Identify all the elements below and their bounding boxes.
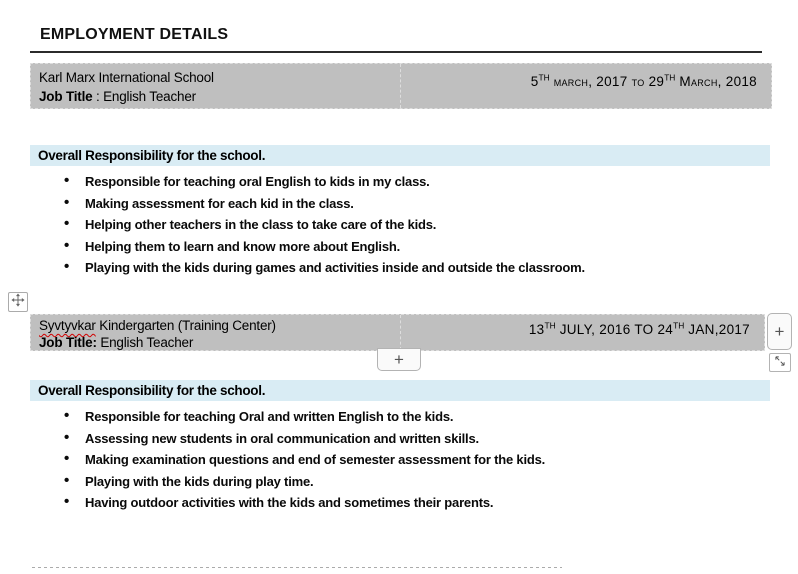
date-cell[interactable] [401,315,764,350]
school-name[interactable]: Syvtyvkar Kindergarten (Training Center) [39,318,276,333]
job-title-line[interactable]: Job Title : English Teacher [39,89,196,104]
bullet-item[interactable]: • Responsible for teaching Oral and written English to the kids. [30,408,770,425]
table-move-handle[interactable] [8,292,28,312]
resize-diagonal-icon [774,354,786,372]
date-cell[interactable] [401,64,771,108]
section-heading-2[interactable]: Overall Responsibility for the school. [30,380,770,401]
bullet-item[interactable]: • Making assessment for each kid in the class. [30,195,770,212]
section-heading-1[interactable]: Overall Responsibility for the school. [30,145,770,166]
bullet-item[interactable]: • Playing with the kids during play time. [30,473,770,490]
bullet-item[interactable]: • Having outdoor activities with the kids and sometimes their parents. [30,494,770,511]
table-move-icon [11,293,25,312]
employment-table-2 [30,314,765,351]
employment-table-1 [30,63,772,109]
responsibility-list-1 [30,173,770,281]
responsibility-list-2 [30,408,770,516]
bullet-item[interactable]: • Assessing new students in oral communication and written skills. [30,430,770,447]
table-resize-handle[interactable] [769,353,791,372]
insert-row-plus-button[interactable]: + [767,313,792,350]
employment-dates[interactable]: 13TH JULY, 2016 TO 24TH JAN,2017 [528,320,750,337]
job-title-line[interactable]: Job Title: English Teacher [39,335,194,350]
page-title[interactable]: EMPLOYMENT DETAILS [40,26,229,43]
insert-column-plus-button[interactable]: + [377,348,421,371]
table-gridline [32,567,562,568]
bullet-item[interactable]: • Helping them to learn and know more about English. [30,238,770,255]
bullet-item[interactable]: • Helping other teachers in the class to take care of the kids. [30,216,770,233]
bullet-item[interactable]: • Responsible for teaching oral English to kids in my class. [30,173,770,190]
employment-dates[interactable]: 5TH march, 2017 to 29TH March, 2018 [530,72,757,89]
school-name[interactable]: Karl Marx International School [39,70,214,85]
school-cell[interactable] [31,64,401,108]
bullet-item[interactable]: • Making examination questions and end of semester assessment for the kids. [30,451,770,468]
title-underline-rule [30,51,762,53]
bullet-item[interactable]: • Playing with the kids during games and activities inside and outside the classroom. [30,259,770,276]
school-cell[interactable] [31,315,401,350]
